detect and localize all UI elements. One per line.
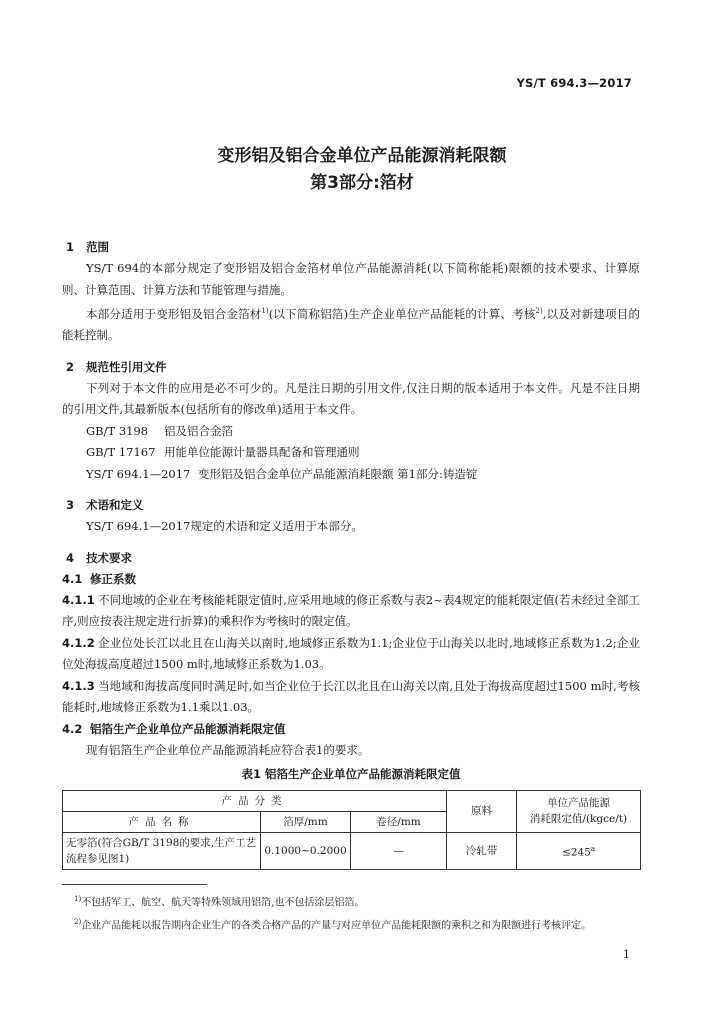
footnote-ref-1: 1) bbox=[261, 307, 269, 315]
reference-item: GB/T 17167 用能单位能源计量器具配备和管理通则 bbox=[86, 445, 360, 460]
footnote-2: $^{2)}$企业产品能耗以报告期内企业生产的各类合格产品的产量与对应单位产品能耗限额的乘积之和为限额进行考核评定。 bbox=[74, 918, 592, 932]
clause-4-1-2: 4.1.2 企业位处长江以北且在山海关以南时,地域修正系数为1.1;企业位于山海关以北时,地域修正系数为1.2;企业位处海拔高度超过1500 m时,地域修正系数为1.03。 bbox=[62, 635, 640, 672]
document-body bbox=[62, 236, 640, 870]
table-1-title: 表1 铝箔生产企业单位产品能源消耗限定值 bbox=[241, 767, 461, 782]
document-title bbox=[0, 143, 724, 197]
header-material: 原料 bbox=[447, 790, 517, 832]
section-4-2-para-1: 现有铝箔生产企业单位产品能源消耗应符合表1的要求。 bbox=[86, 742, 370, 757]
section-4-1-heading: 4.1 修正系数 bbox=[62, 571, 136, 586]
footnote-ref-2: 2) bbox=[535, 307, 543, 315]
footnotes bbox=[62, 884, 640, 938]
reference-item: YS/T 694.1—2017 变形铝及铝合金单位产品能源消耗限额 第1部分:铸造锭 bbox=[86, 466, 478, 481]
section-1-para-2: 本部分适用于变形铝及铝合金箔材$^{1)}$(以下简称铝箔)生产企业单位产品能耗的计算、考核$^{2)}$,以及对新建项目的能耗控制。 bbox=[62, 306, 641, 343]
clause-4-1-1: 4.1.1 不同地域的企业在考核能耗限定值时,应采用地域的修正系数与表2~表4规定的能耗限定值(若未经过全部工序,则应按表注规定进行折算)的乘积作为考核时的限定值。 bbox=[62, 592, 640, 629]
section-1-heading: 1 范围 bbox=[66, 240, 109, 254]
cell-thickness: 0.1000~0.2000 bbox=[261, 832, 351, 869]
section-3-para-1: YS/T 694.1—2017规定的术语和定义适用于本部分。 bbox=[86, 519, 363, 534]
footnote-divider bbox=[62, 884, 207, 885]
clause-4-1-3: 4.1.3 当地域和海拔高度同时满足时,如当企业位于长江以北且在山海关以南,且处于海拔高度超过1500 m时,考核能耗时,地域修正系数为1.1乘以1.03。 bbox=[62, 678, 640, 715]
header-thickness: 箔厚/mm bbox=[261, 811, 351, 832]
cell-product-name: 无零箔(符合GB/T 3198的要求,生产工艺流程参见图1) bbox=[63, 832, 261, 869]
cell-material: 冷轧带 bbox=[447, 832, 517, 869]
footnote-1: $^{1)}$不包括军工、航空、航天等特殊领域用铝箔,也不包括涂层铝箔。 bbox=[74, 895, 365, 909]
cell-coil-diameter: — bbox=[351, 832, 447, 869]
header-product-name: 产品名称 bbox=[63, 811, 261, 832]
title-line-1: 变形铝及铝合金单位产品能源消耗限额 bbox=[217, 146, 507, 166]
title-line-2: 第3部分:箔材 bbox=[310, 173, 414, 193]
header-coil-diameter: 卷径/mm bbox=[351, 811, 447, 832]
page-number: 1 bbox=[623, 948, 630, 961]
section-2-heading: 2 规范性引用文件 bbox=[66, 359, 167, 374]
header-category: 产品分类 bbox=[63, 790, 447, 811]
section-4-heading: 4 技术要求 bbox=[66, 550, 132, 565]
header-limit: 单位产品能源 消耗限定值/(kgce/t) bbox=[517, 790, 641, 832]
section-1-para-1: YS/T 694的本部分规定了变形铝及铝合金箔材单位产品能源消耗(以下简称能耗)限额的技术要求、计算原则、计算范围、计算方法和节能管理与措施。 bbox=[62, 261, 640, 297]
section-3-heading: 3 术语和定义 bbox=[66, 498, 144, 513]
section-2-para-1: 下列对于本文件的应用是必不可少的。凡是注日期的引用文件,仅注日期的版本适用于本文件。凡是不注日期的引用文件,其最新版本(包括所有的修改单)适用于本文件。 bbox=[62, 380, 640, 417]
table-header-row bbox=[63, 790, 641, 811]
reference-item: GB/T 3198 铝及铝合金箔 bbox=[86, 423, 233, 438]
cell-limit: $\le 245^a$ bbox=[517, 832, 641, 869]
standard-code: YS/T 694.3—2017 bbox=[516, 76, 632, 90]
table-1 bbox=[62, 790, 641, 870]
table-row bbox=[63, 832, 641, 869]
section-4-2-heading: 4.2 铝箔生产企业单位产品能源消耗限定值 bbox=[62, 721, 286, 736]
